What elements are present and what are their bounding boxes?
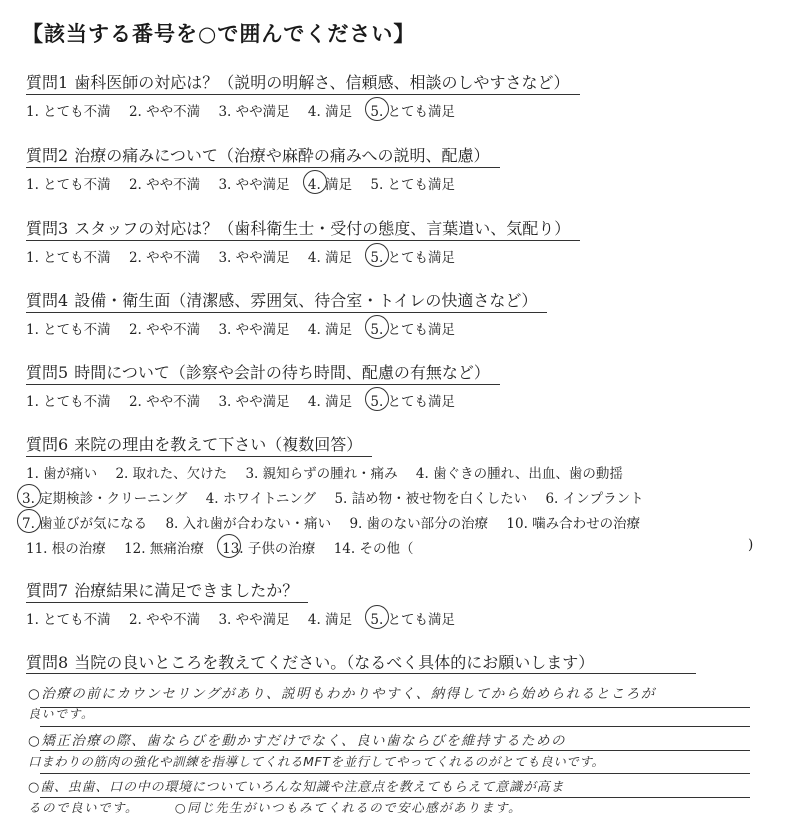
question-2-number: 質問2	[26, 146, 69, 165]
q6-reason-2[interactable]: 2. 取れた、欠けた	[115, 466, 228, 482]
q6-reason-4[interactable]: 4. 歯ぐきの腫れ、出血、歯の動揺	[415, 466, 623, 482]
q6-row-4	[26, 537, 786, 557]
question-3-number: 質問3	[26, 219, 69, 238]
question-3-options	[26, 246, 580, 266]
q6-row-3	[22, 512, 786, 532]
question-6-heading	[26, 432, 372, 457]
question-1-number: 質問1	[26, 73, 69, 92]
q8-answer-line-1: ○治療の前にカウンセリングがあり、説明もわかりやすく、納得してから始められるところが	[28, 686, 656, 702]
question-5-text: 時間について（診察や会計の待ち時間、配慮の有無など）	[74, 363, 490, 382]
q4-option-1[interactable]: 1. とても不満	[26, 322, 111, 338]
question-8-number: 質問8	[26, 653, 69, 672]
q8-rule-2	[40, 726, 750, 727]
q6-reason-12[interactable]: 12. 無痛治療	[124, 541, 204, 557]
q8-answer-line-2: 良いです。	[28, 707, 95, 721]
q6-other-close-paren: )	[748, 537, 754, 553]
q5-option-2[interactable]: 2. やや不満	[128, 394, 201, 410]
q8-answer-line-6: るので良いです。 ○同じ先生がいつもみてくれるので安心感があります。	[28, 800, 523, 815]
q7-option-5-selected[interactable]: 5. とても満足	[370, 608, 455, 628]
question-7-heading	[26, 578, 308, 603]
question-2-text: 治療の痛みについて（治療や麻酔の痛みへの説明、配慮）	[74, 146, 490, 165]
question-6	[22, 432, 786, 557]
q5-option-4[interactable]: 4. 満足	[307, 394, 353, 410]
q6-row-2	[22, 487, 786, 507]
q6-reason-implant[interactable]: 6. インプラント	[545, 491, 644, 507]
q6-reason-whitening[interactable]: 4. ホワイトニング	[205, 491, 317, 507]
q1-option-5-selected[interactable]: 5. とても満足	[370, 100, 455, 120]
q3-option-4[interactable]: 4. 満足	[307, 250, 353, 266]
q4-option-2[interactable]: 2. やや不満	[128, 322, 201, 338]
question-6-number: 質問6	[26, 435, 69, 454]
q2-option-5[interactable]: 5. とても満足	[370, 177, 456, 193]
q8-answer-line-3: ○矯正治療の際、歯ならびを動かすだけでなく、良い歯ならびを維持するための	[28, 733, 567, 749]
q3-option-1[interactable]: 1. とても不満	[26, 250, 111, 266]
q1-option-2[interactable]: 2. やや不満	[128, 104, 201, 120]
question-5-options	[26, 390, 500, 410]
q1-option-3[interactable]: 3. やや満足	[218, 104, 290, 120]
question-1-text: 歯科医師の対応は？（説明の明解さ、信頼感、相談のしやすさなど）	[74, 73, 570, 92]
q6-reason-14[interactable]: 14. その他（	[333, 541, 414, 557]
question-5	[26, 360, 500, 410]
q7-option-1[interactable]: 1. とても不満	[26, 612, 111, 628]
q4-option-3[interactable]: 3. やや満足	[218, 322, 290, 338]
question-5-number: 質問5	[26, 363, 69, 382]
question-3-text: スタッフの対応は？（歯科衛生士・受付の態度、言葉遣い、気配り）	[74, 219, 571, 238]
q2-option-1[interactable]: 1. とても不満	[26, 177, 111, 193]
q6-row-1	[26, 462, 786, 482]
q6-reason-13-selected[interactable]: 13. 子供の治療	[222, 537, 315, 557]
q4-option-4[interactable]: 4. 満足	[307, 322, 353, 338]
question-7-options	[26, 608, 469, 628]
q8-answer-line-4: 口まわりの筋肉の強化や訓練を指導してくれるMFTを並行してやってくれるのがとても良いです。	[28, 754, 605, 769]
question-4	[26, 288, 547, 338]
q6-reason-9[interactable]: 9. 歯のない部分の治療	[349, 516, 489, 532]
q5-option-5-selected[interactable]: 5. とても満足	[370, 390, 455, 410]
question-6-text: 来院の理由を教えて下さい（複数回答）	[74, 435, 363, 454]
page-title: 【該当する番号を○で囲んでください】	[22, 21, 416, 46]
q7-option-2[interactable]: 2. やや不満	[128, 612, 201, 628]
question-1	[26, 70, 580, 120]
q3-option-3[interactable]: 3. やや満足	[218, 250, 290, 266]
question-7-text: 治療結果に満足できましたか？	[74, 581, 299, 600]
question-3-heading	[26, 216, 580, 241]
q7-option-4[interactable]: 4. 満足	[307, 612, 353, 628]
q6-reason-8[interactable]: 8. 入れ歯が合わない・痛い	[165, 516, 332, 532]
question-8-text: 当院の良いところを教えてください。（なるべく具体的にお願いします）	[74, 653, 595, 672]
question-7	[26, 578, 469, 628]
q2-option-3[interactable]: 3. やや満足	[218, 177, 290, 193]
question-1-options	[26, 100, 580, 120]
q6-reason-11[interactable]: 11. 根の治療	[26, 541, 106, 557]
q2-option-4-selected[interactable]: 4. 満足	[308, 173, 352, 193]
question-3	[26, 216, 580, 266]
q5-option-3[interactable]: 3. やや満足	[218, 394, 290, 410]
question-8-heading	[26, 650, 604, 674]
question-2	[26, 143, 500, 193]
question-8	[26, 650, 604, 674]
q1-option-1[interactable]: 1. とても不満	[26, 104, 111, 120]
q6-reason-checkup-selected[interactable]: 3. 定期検診・クリーニング	[22, 487, 187, 507]
question-4-text: 設備・衛生面（清潔感、雰囲気、待合室・トイレの快適さなど）	[74, 291, 538, 310]
question-7-number: 質問7	[26, 581, 69, 600]
q7-option-3[interactable]: 3. やや満足	[218, 612, 290, 628]
question-5-heading	[26, 360, 500, 385]
q6-reason-10[interactable]: 10. 噛み合わせの治療	[506, 516, 641, 532]
q8-rule-4	[40, 773, 750, 774]
q5-option-1[interactable]: 1. とても不満	[26, 394, 111, 410]
question-2-heading	[26, 143, 500, 168]
q8-answer-line-5: ○歯、虫歯、口の中の環境についていろんな知識や注意点を教えてもらえて意識が高ま	[28, 780, 565, 795]
q8-rule-3	[40, 750, 750, 751]
question-4-heading	[26, 288, 547, 313]
q6-reason-7-selected[interactable]: 7. 歯並びが気になる	[22, 512, 147, 532]
question-2-options	[26, 173, 500, 193]
question-1-heading	[26, 70, 580, 95]
q2-option-2[interactable]: 2. やや不満	[128, 177, 201, 193]
q1-option-4[interactable]: 4. 満足	[307, 104, 353, 120]
q6-reason-1[interactable]: 1. 歯が痛い	[26, 466, 98, 482]
q4-option-5-selected[interactable]: 5. とても満足	[370, 318, 455, 338]
q6-reason-fillings[interactable]: 5. 詰め物・被せ物を白くしたい	[334, 491, 528, 507]
question-4-options	[26, 318, 547, 338]
q3-option-2[interactable]: 2. やや不満	[128, 250, 201, 266]
q6-reason-3[interactable]: 3. 親知らずの腫れ・痛み	[245, 466, 398, 482]
q8-rule-top	[26, 673, 696, 674]
question-4-number: 質問4	[26, 291, 69, 310]
q3-option-5-selected[interactable]: 5. とても満足	[370, 246, 455, 266]
